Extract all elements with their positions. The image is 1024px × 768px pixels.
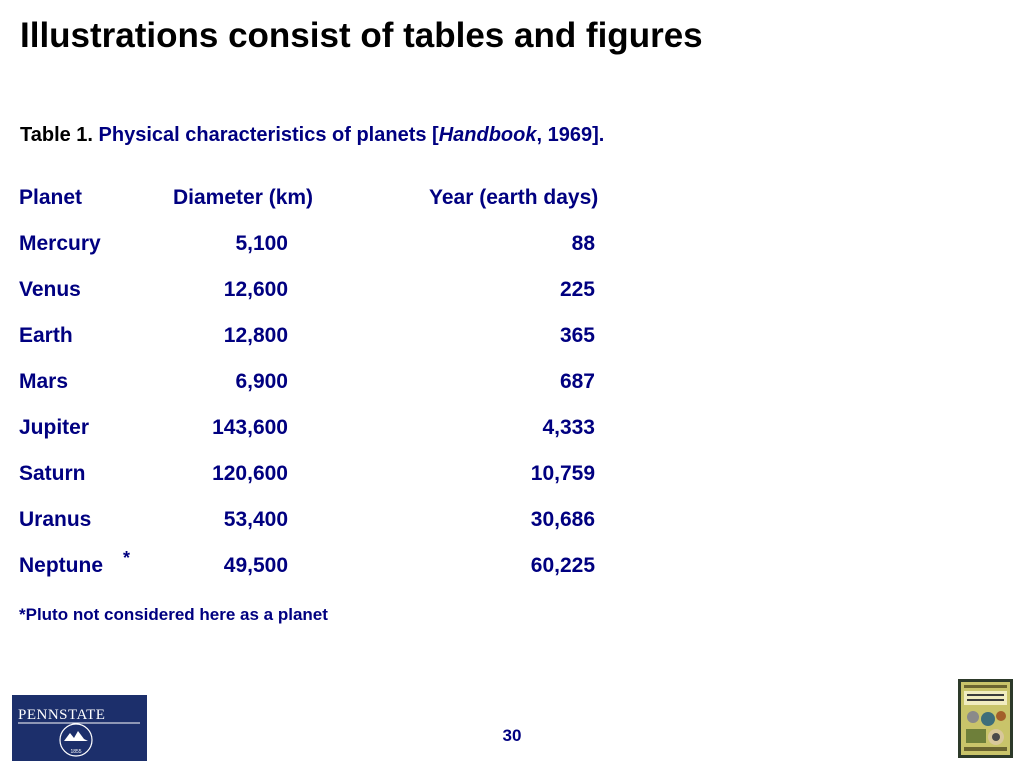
logo-wordmark: PENNSTATE [18, 707, 106, 723]
cell-year: 60,225 [530, 554, 595, 577]
page-number: 30 [502, 726, 522, 745]
header-year: Year (earth days) [429, 186, 599, 209]
caption-label: Table 1. [20, 124, 93, 146]
cell-year: 687 [559, 370, 595, 393]
pennstate-logo [12, 695, 147, 761]
header-diameter: Diameter (km) [173, 186, 314, 209]
footnote-marker: * [123, 548, 131, 568]
cell-diameter: 53,400 [223, 508, 288, 531]
cell-planet: Mercury [19, 232, 101, 255]
cell-diameter: 5,100 [235, 232, 288, 255]
cell-planet: Neptune [19, 554, 103, 577]
cell-year: 88 [571, 232, 595, 255]
header-planet: Planet [19, 186, 83, 209]
cell-diameter: 143,600 [212, 416, 288, 439]
table-footnote: *Pluto not considered here as a planet [19, 605, 328, 624]
caption-text-before: Physical characteristics of planets [ [93, 124, 439, 146]
cell-year: 30,686 [530, 508, 595, 531]
cell-diameter: 49,500 [223, 554, 288, 577]
cell-planet: Earth [19, 324, 73, 347]
cell-planet: Saturn [19, 462, 86, 485]
cell-year: 4,333 [542, 416, 595, 439]
cell-diameter: 12,800 [223, 324, 288, 347]
caption-text-after: , 1969]. [536, 124, 605, 146]
cell-year: 225 [559, 278, 595, 301]
logo-year: 1855 [70, 749, 82, 755]
cell-planet: Jupiter [19, 416, 90, 439]
caption-citation-italic: Handbook [438, 124, 537, 146]
cell-planet: Venus [19, 278, 81, 301]
book-cover-image [958, 679, 1013, 758]
cell-planet: Uranus [19, 508, 92, 531]
cell-diameter: 6,900 [235, 370, 288, 393]
cell-year: 10,759 [530, 462, 595, 485]
cell-diameter: 120,600 [212, 462, 288, 485]
cell-year: 365 [559, 324, 595, 347]
cell-planet: Mars [19, 370, 69, 393]
slide-title: Illustrations consist of tables and figures [20, 16, 703, 55]
cell-diameter: 12,600 [223, 278, 288, 301]
